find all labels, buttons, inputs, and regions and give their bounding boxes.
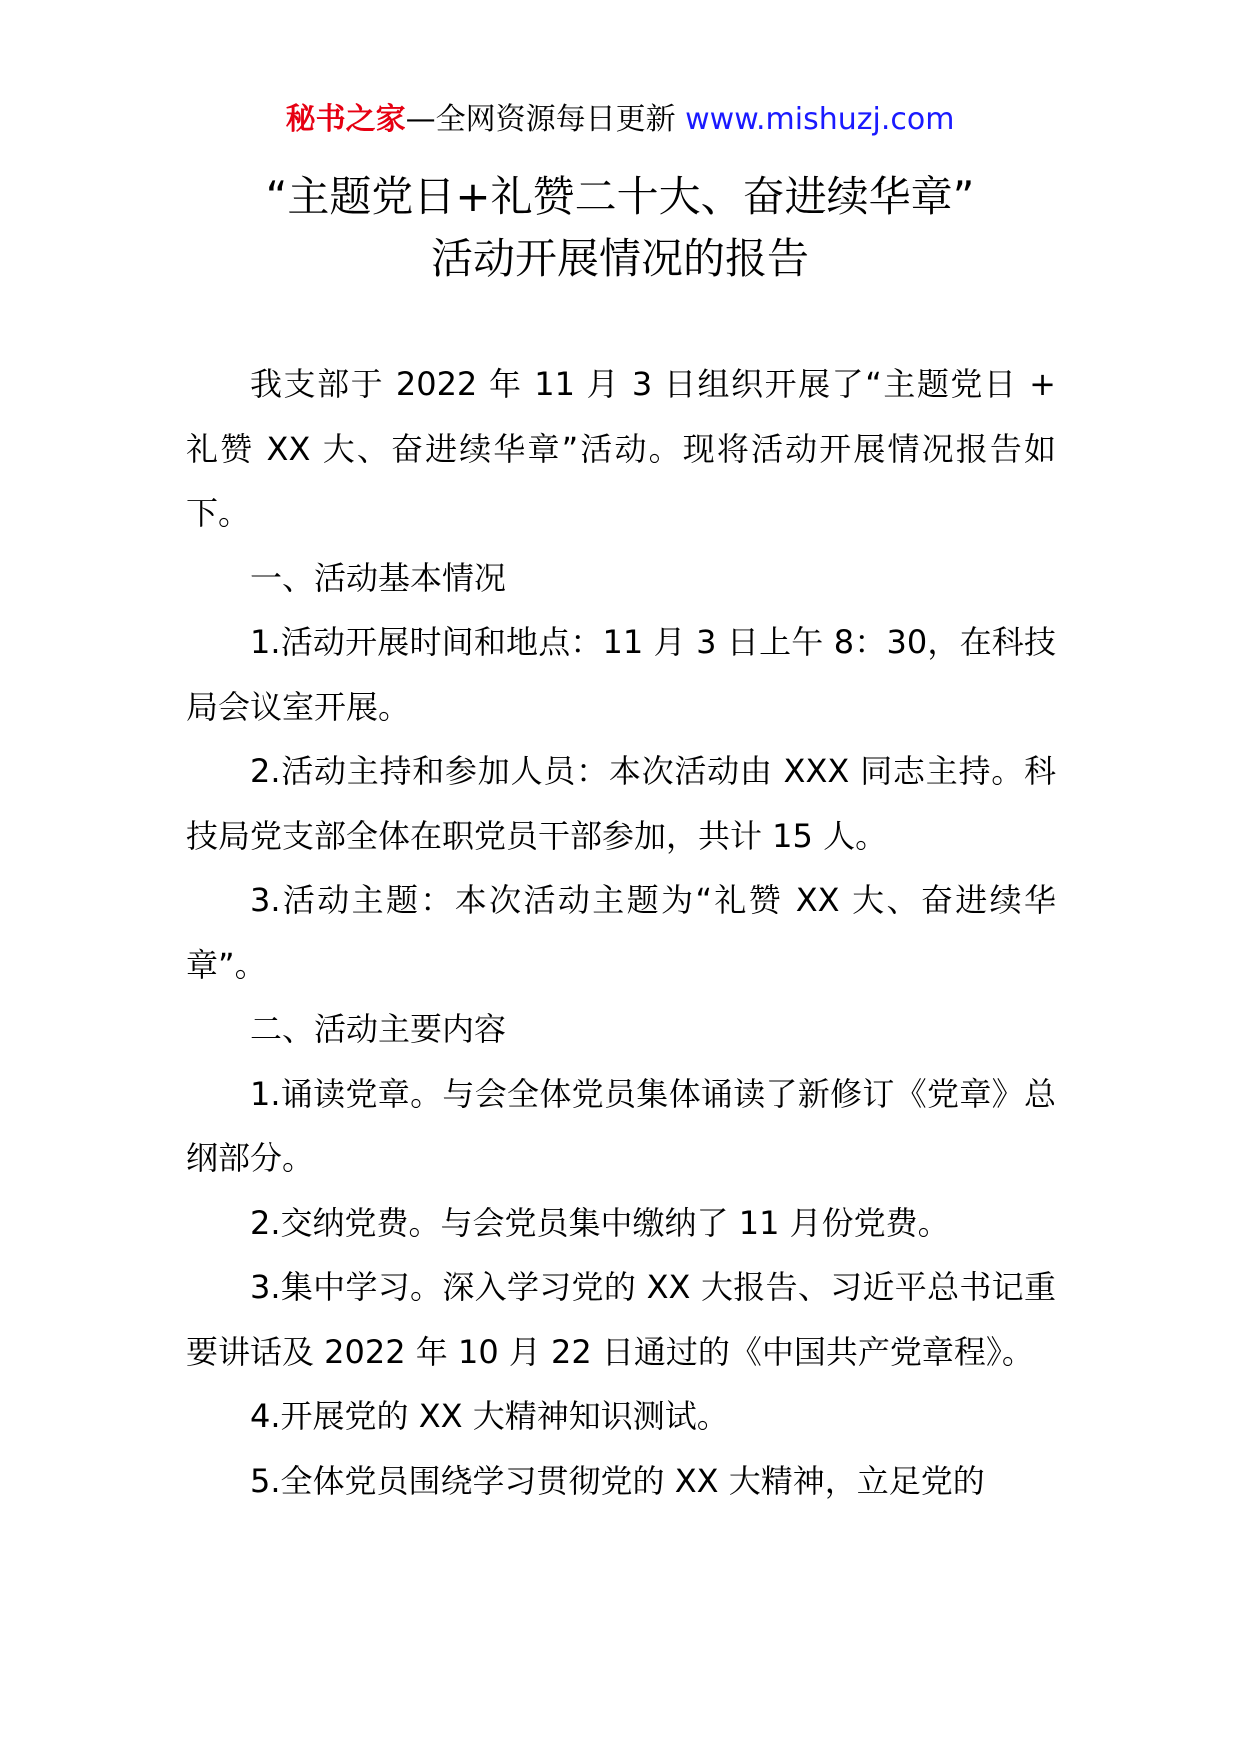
section-heading-basic-info: 一、活动基本情况: [250, 558, 507, 597]
paragraph-knowledge-test: 4.开展党的 XX 大精神知识测试。: [250, 1397, 729, 1435]
paragraph-host-participants: 2.活动主持和参加人员：本次活动由 XXX 同志主持。科技局党支部全体在职党员干部参加，共计 15 人。: [186, 752, 1056, 855]
paragraph-time-location: 1.活动开展时间和地点：11 月 3 日上午 8：30，在科技局会议室开展。: [186, 623, 1056, 726]
paragraph-study: 3.集中学习。深入学习党的 XX 大报告、习近平总书记重要讲话及 2022 年 10 月 22 日通过的《中国共产党章程》。: [186, 1268, 1056, 1371]
document-title-line-1: “主题党日+礼赞二十大、奋进续华章”: [265, 172, 975, 221]
site-header: [0, 100, 1240, 140]
paragraph-party-dues: 2.交纳党费。与会党员集中缴纳了 11 月份党费。: [250, 1203, 950, 1242]
site-url-link[interactable]: www.mishuzj.com: [685, 102, 955, 137]
paragraph-recite-charter: 1.诵读党章。与会全体党员集体诵读了新修订《党章》总纲部分。: [186, 1074, 1056, 1177]
document-title-line-2: 活动开展情况的报告: [430, 234, 809, 283]
brand-name: 秘书之家: [285, 102, 406, 137]
document-body: [186, 352, 1056, 1513]
paragraph-discussion: 5.全体党员围绕学习贯彻党的 XX 大精神，立足党的: [250, 1461, 985, 1500]
header-slogan: —全网资源每日更新: [405, 102, 676, 137]
section-heading-main-content: 二、活动主要内容: [250, 1010, 507, 1048]
paragraph-theme: 3.活动主题：本次活动主题为“礼赞 XX 大、奋进续华章”。: [186, 881, 1056, 984]
paragraph-intro: 我支部于 2022 年 11 月 3 日组织开展了“主题党日 + 礼赞 XX 大、奋进续华章”活动。现将活动开展情况报告如下。: [186, 365, 1056, 532]
